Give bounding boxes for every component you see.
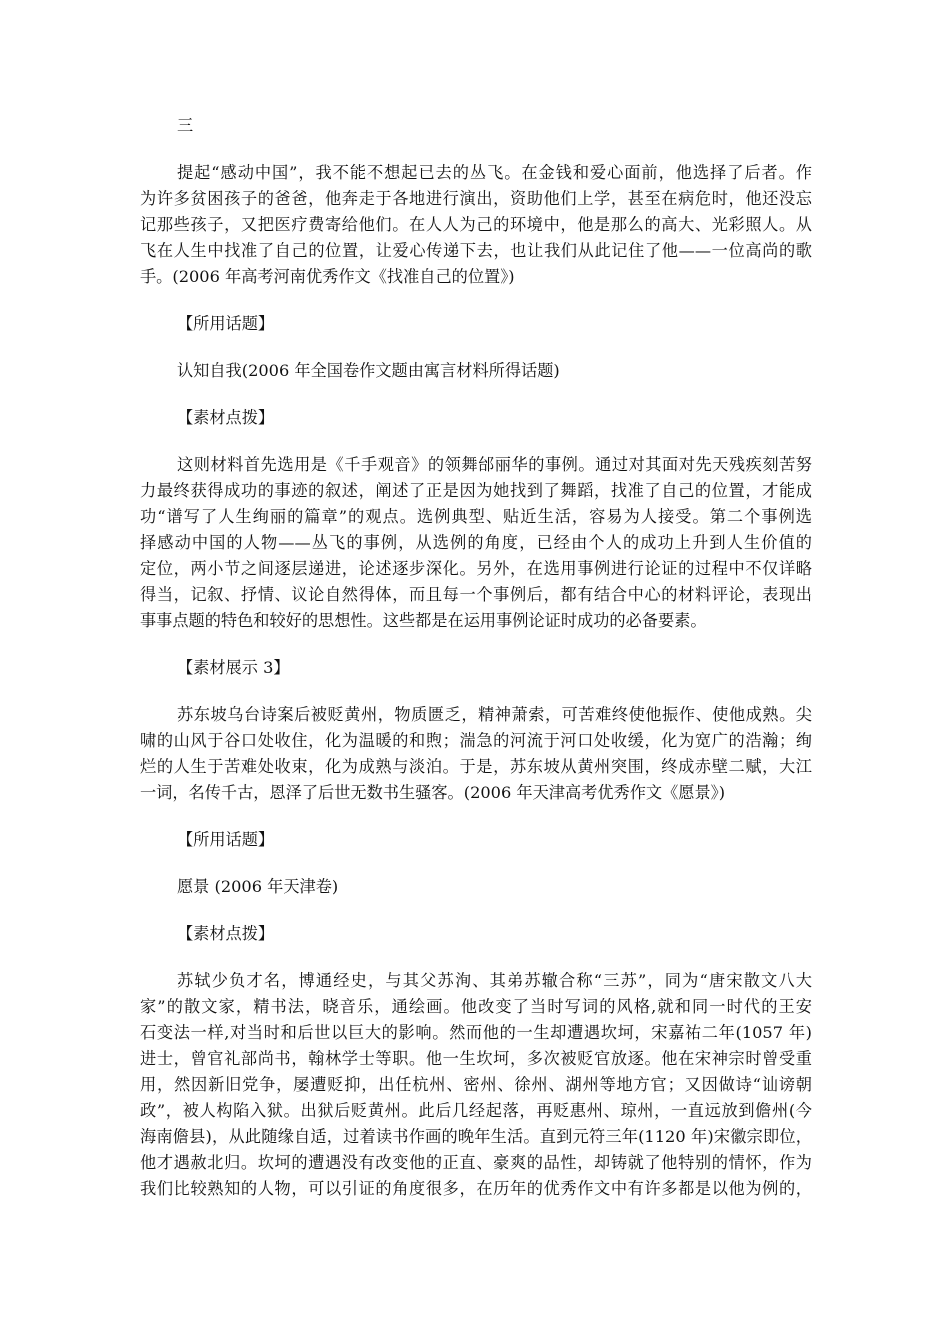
text-line: 功“谱写了人生绚丽的篇章”的观点。选例典型、贴近生活，容易为人接受。第二个事例选 [140, 507, 812, 526]
text-line: 事事点题的特色和较好的思想性。这些都是在运用事例论证时成功的必备要素。 [140, 611, 707, 630]
document-body [140, 113, 812, 1223]
text-line: 海南儋县)，从此随缘自适，过着读书作画的晚年生活。直到元符三年(1120 年)宋徽宗即位， [140, 1127, 812, 1146]
text-line: 定位，两小节之间逐层递进，论述逐步深化。另外，在选用事例进行论证的过程中不仅详略 [140, 559, 812, 578]
text-line: 飞在人生中找准了自己的位置，让爱心传递下去，也让我们从此记住了他——一位高尚的歌 [140, 241, 812, 260]
text-line: 烂的人生于苦难处收束，化为成熟与淡泊。于是，苏东坡从黄州突围，终成赤壁二赋，大江 [140, 757, 812, 776]
text-line: 力最终获得成功的事迹的叙述，阐述了正是因为她找到了舞蹈，找准了自己的位置，才能成 [140, 481, 812, 500]
text-line: 为许多贫困孩子的爸爸，他奔走于各地进行演出，资助他们上学，甚至在病危时，他还没忘 [140, 189, 812, 208]
section-heading-topic-2: 【所用话题】 [177, 830, 275, 849]
section-heading-material-3: 【素材展示 3】 [177, 658, 290, 677]
text-line: 一词，名传千古，恩泽了后世无数书生骚客。(2006 年天津高考优秀作文《愿景》) [140, 783, 726, 802]
section-heading-comment: 【素材点拨】 [177, 408, 275, 427]
text-line: 提起“感动中国”，我不能不想起已去的丛飞。在金钱和爱心面前，他选择了后者。作 [177, 163, 812, 182]
text-line: 苏轼少负才名，博通经史，与其父苏洵、其弟苏辙合称“三苏”，同为“唐宋散文八大 [177, 971, 812, 990]
text-line: 得当，记叙、抒情、议论自然得体，而且每一个事例后，都有结合中心的材料评论，表现出 [140, 585, 812, 604]
section-heading-topic: 【所用话题】 [177, 314, 275, 333]
text-line: 用，然因新旧党争，屡遭贬抑，出任杭州、密州、徐州、湖州等地方官；又因做诗“讪谤朝 [140, 1075, 812, 1094]
text-line: 记那些孩子，又把医疗费寄给他们。在人人为己的环境中，他是那么的高大、光彩照人。从 [140, 215, 812, 234]
paragraph-congfei [140, 160, 812, 290]
paragraph-sushi [140, 968, 812, 1202]
text-line: 择感动中国的人物——丛飞的事例，从选例的角度，已经由个人的成功上升到人生价值的 [140, 533, 812, 552]
text-line: 这则材料首先选用是《千手观音》的领舞邰丽华的事例。通过对其面对先天残疾刻苦努 [177, 455, 812, 474]
text-line: 政”，被人构陷入狱。出狱后贬黄州。此后几经起落，再贬惠州、琼州，一直远放到儋州(今 [140, 1101, 812, 1120]
section-heading-comment-2: 【素材点拨】 [177, 924, 275, 943]
text-line: 啸的山风于谷口处收住，化为温暖的和煦；湍急的河流于河口处收缓，化为宽广的浩瀚；绚 [140, 731, 812, 750]
topic-text-2: 愿景 (2006 年天津卷) [177, 877, 339, 896]
text-line: 石变法一样,对当时和后世以巨大的影响。然而他的一生却遭遇坎坷，宋嘉祐二年(1057 年) [140, 1023, 812, 1042]
text-line: 进士，曾官礼部尚书，翰林学士等职。他一生坎坷，多次被贬官放逐。他在宋神宗时曾受重 [140, 1049, 812, 1068]
paragraph-sudongpo [140, 702, 812, 806]
text-line: 家”的散文家，精书法，晓音乐，通绘画。他改变了当时写词的风格,就和同一时代的王安 [140, 997, 812, 1016]
section-number: 三 [177, 116, 194, 135]
text-line: 手。(2006 年高考河南优秀作文《找准自己的位置》) [140, 267, 515, 286]
topic-text: 认知自我(2006 年全国卷作文题由寓言材料所得话题) [177, 361, 560, 380]
text-line: 苏东坡乌台诗案后被贬黄州，物质匮乏，精神萧索，可苦难终使他振作、使他成熟。尖 [177, 705, 812, 724]
text-line: 他才遇赦北归。坎坷的遭遇没有改变他的正直、豪爽的品性，却铸就了他特别的情怀，作为 [140, 1153, 812, 1172]
text-line: 我们比较熟知的人物，可以引证的角度很多，在历年的优秀作文中有许多都是以他为例的， [140, 1179, 812, 1198]
paragraph-comment-1 [140, 452, 812, 634]
